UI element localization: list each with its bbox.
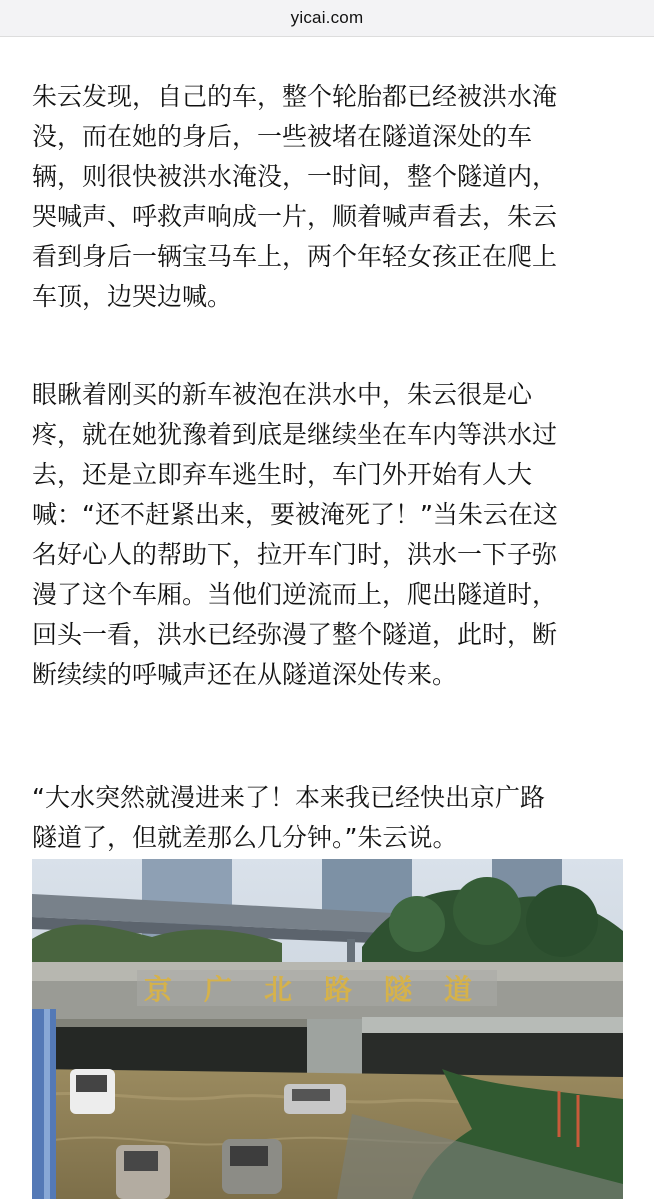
domain-label: yicai.com xyxy=(290,8,364,27)
submerged-car-bottom-left xyxy=(116,1145,170,1199)
submerged-car-left xyxy=(70,1069,115,1114)
flooded-tunnel-illustration xyxy=(32,859,623,1199)
flooded-tunnel-photo xyxy=(32,859,623,1199)
submerged-car-center xyxy=(284,1084,346,1114)
submerged-car-bottom-right xyxy=(222,1139,282,1194)
tunnel-sign-text: 京广北路隧道 xyxy=(144,973,505,1006)
article-paragraph-2: 眼瞅着刚买的新车被泡在洪水中，朱云很是心 疼，就在她犹豫着到底是继续坐在车内等洪水过 去，还是立即弃车逃生时，车门外开始有人大 喊：“还不赶紧出来，要被淹死了！”当朱云在这 名好心人的帮助下，拉开车门时，洪水一下子弥 漫了这个车厢。当他们逆流而上，爬出隧道时， 回头一看，洪水已经弥漫了整个隧道，此时，断 断续续的呼喊声还在从隧道深处传来。 xyxy=(32,380,558,689)
article-paragraph-3: “大水突然就漫进来了！本来我已经快出京广路 隧道了，但就差那么几分钟。”朱云说。 xyxy=(32,783,545,852)
article-paragraph-1: 朱云发现，自己的车，整个轮胎都已经被洪水淹 没，而在她的身后，一些被堵在隧道深处的车 辆，则很快被洪水淹没，一时间，整个隧道内， 哭喊声、呼救声响成一片，顺着喊声看去，朱云 看到身后一辆宝马车上，两个年轻女孩正在爬上 车顶，边哭边喊。 xyxy=(32,82,558,311)
article-content xyxy=(0,36,654,1200)
tunnel-sign xyxy=(137,970,504,1006)
browser-address-bar[interactable] xyxy=(0,0,654,37)
